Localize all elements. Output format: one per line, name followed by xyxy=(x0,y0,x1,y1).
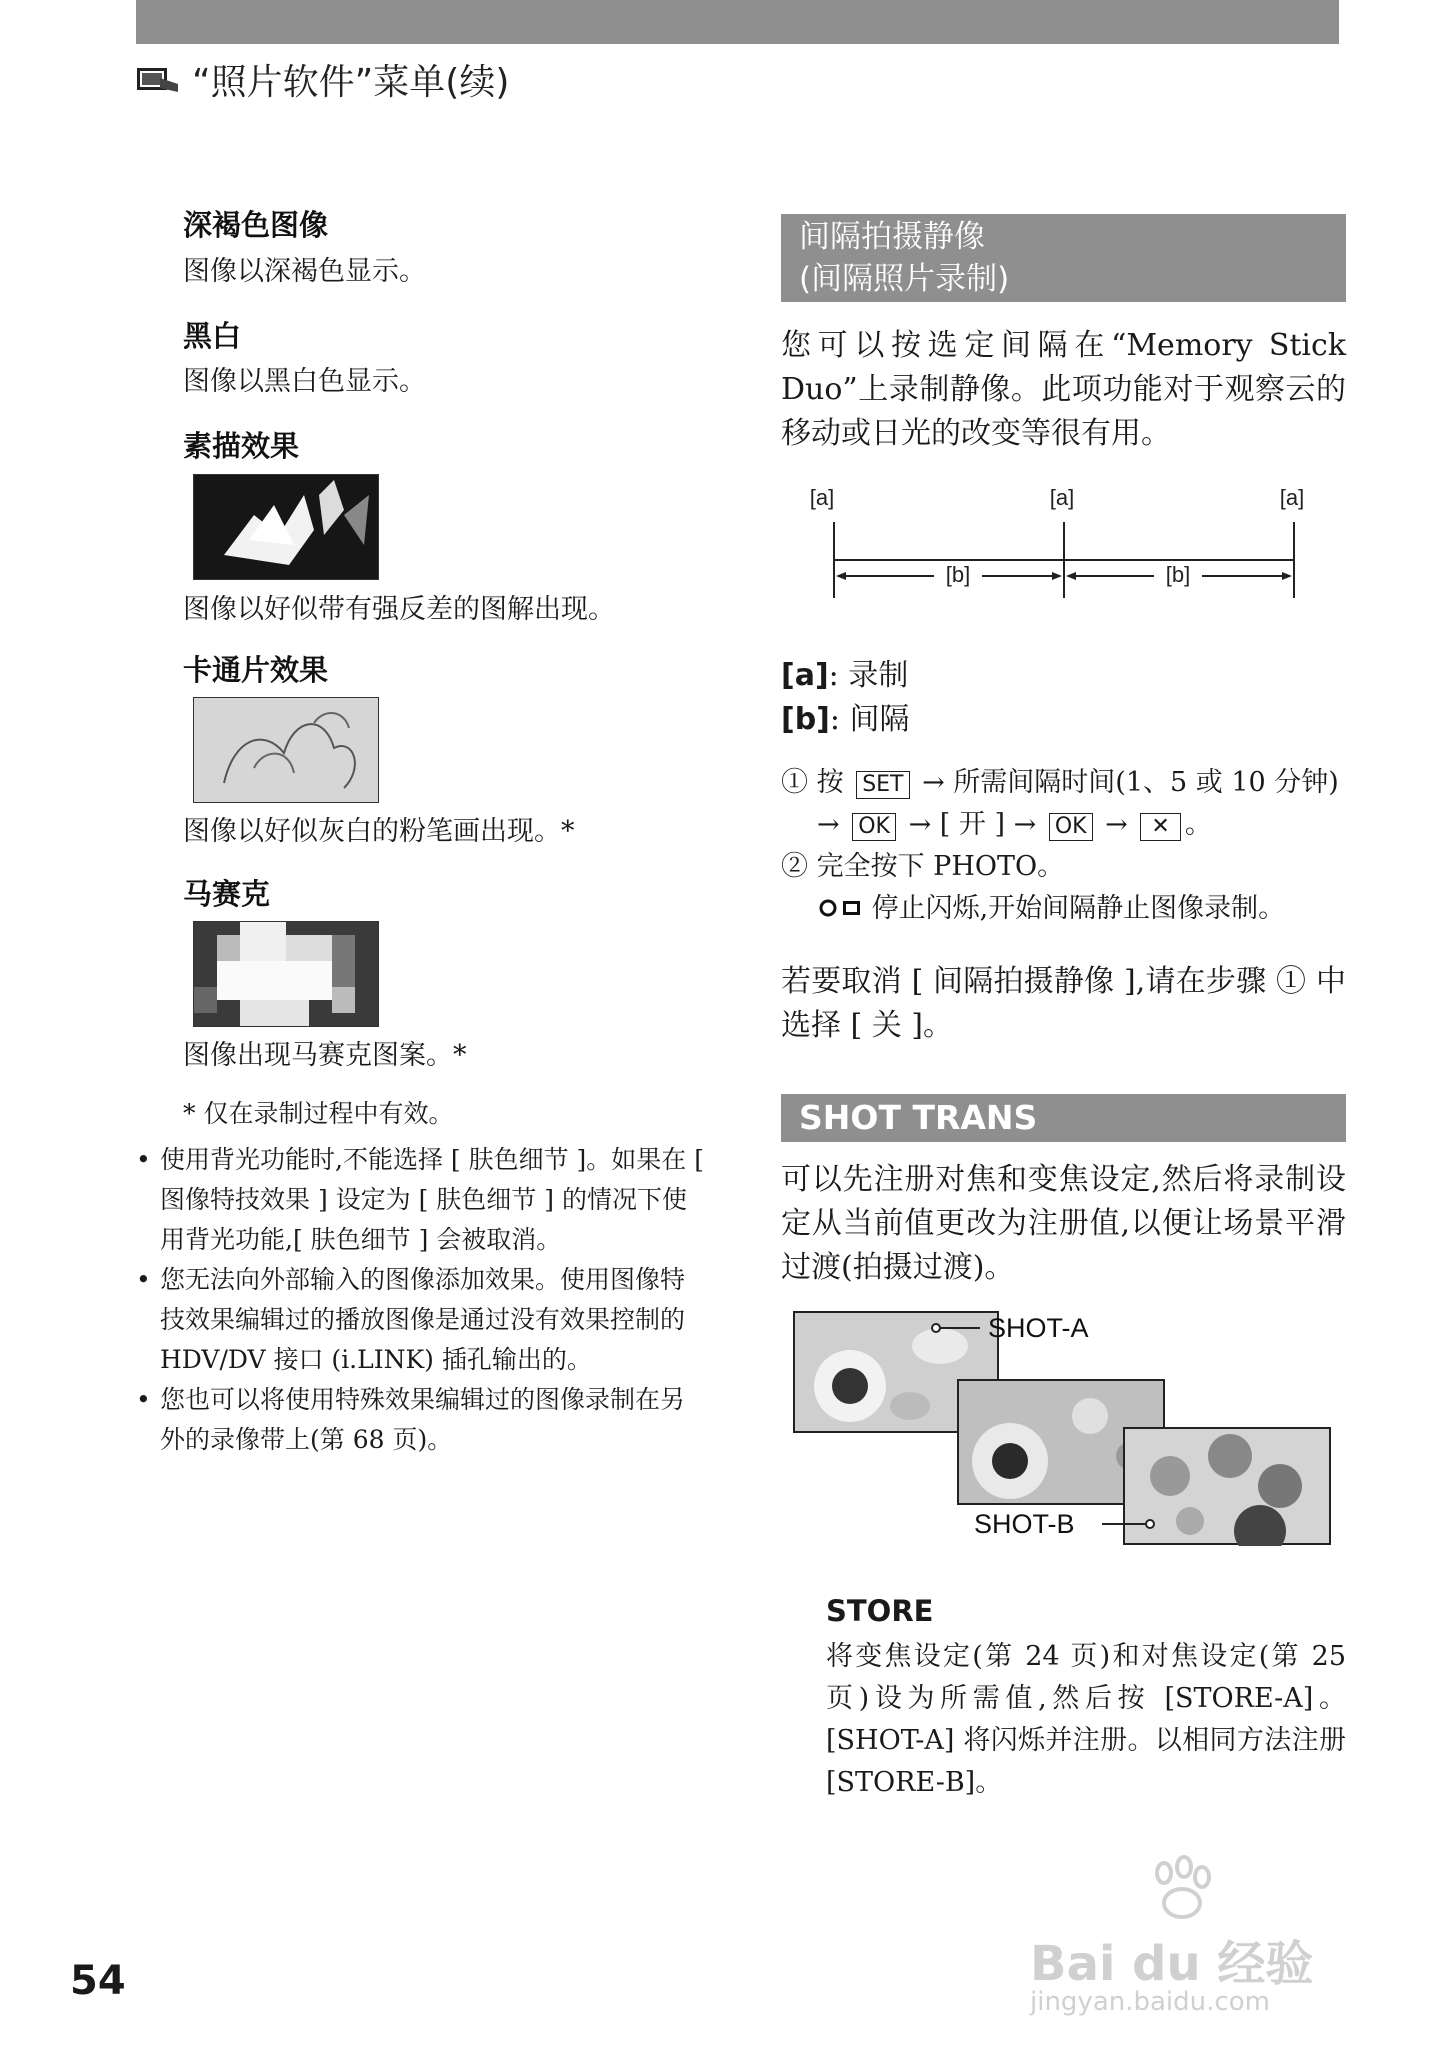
watermark-url: jingyan.baidu.com xyxy=(1030,1987,1270,2017)
section-desc-bw: 图像以黑白色显示。 xyxy=(183,366,426,397)
shot-trans-intro: 可以先注册对焦和变焦设定,然后将录制设定从当前值更改为注册值,以便让场景平滑过渡(拍摄过渡)。 xyxy=(781,1162,1346,1285)
legend xyxy=(781,654,910,742)
interval-intro: 您可以按选定间隔在“Memory Stick Duo”上录制静像。此项功能对于观察云的移动或日光的改变等很有用。 xyxy=(781,328,1346,451)
interval-diagram xyxy=(810,484,1330,604)
page-header xyxy=(136,54,509,104)
watermark-brand: Bai du 经验 xyxy=(1030,1936,1314,1992)
tape-icon xyxy=(136,64,180,94)
store-text: 将变焦设定(第 24 页)和对焦设定(第 25 页)设为所需值,然后按 [STORE-A]。[SHOT-A] 将闪烁并注册。以相同方法注册 [STORE-B]。 xyxy=(826,1641,1346,1798)
legend-b-key: [b] xyxy=(781,702,830,737)
step2-sub: 停止闪烁,开始间隔静止图像录制。 xyxy=(871,893,1286,924)
shot-trans-bar: SHOT TRANS xyxy=(781,1094,1346,1142)
diagram-label-b1: [b] xyxy=(945,562,971,587)
step2-number: ② xyxy=(781,851,808,882)
arrow-icon: → xyxy=(922,767,945,798)
shot-a-label: SHOT-A xyxy=(988,1313,1089,1343)
step1-text: 所需间隔时间(1、5 或 10 分钟) xyxy=(953,767,1339,798)
arrow-icon: → xyxy=(1013,809,1037,840)
diagram-label-a1: [a] xyxy=(810,485,835,510)
arrow-icon: → xyxy=(908,809,932,840)
list-item: • 使用背光功能时,不能选择 [ 肤色细节 ]。如果在 [ 图像特技效果 ] 设定为 [ 肤色细节 ] 的情况下使用背光功能,[ 肤色细节 ] 会被取消。 xyxy=(136,1140,706,1260)
footnote: * 仅在录制过程中有效。 xyxy=(183,1099,454,1128)
legend-a-value: : 录制 xyxy=(828,658,909,693)
set-key: SET xyxy=(856,771,909,799)
page-number: 54 xyxy=(70,1958,126,2004)
interval-record-icon xyxy=(817,896,863,920)
ok-key: OK xyxy=(852,813,896,841)
legend-b-value: : 间隔 xyxy=(829,702,910,737)
shot-trans-illustration xyxy=(790,1306,1340,1546)
section-desc-sepia: 图像以深褐色显示。 xyxy=(183,256,426,287)
notes-list xyxy=(136,1140,706,1460)
cartoon-thumbnail xyxy=(193,697,379,803)
step1-number: ① xyxy=(781,767,808,798)
list-item: • 您也可以将使用特殊效果编辑过的图像录制在另外的录像带上(第 68 页)。 xyxy=(136,1380,706,1460)
step1-on: [ 开 ] xyxy=(939,809,1006,840)
interval-subtitle: (间隔照片录制) xyxy=(799,261,1010,297)
shot-b-label: SHOT-B xyxy=(974,1509,1075,1539)
arrow-icon: → xyxy=(817,809,840,840)
interval-cancel: 若要取消 [ 间隔拍摄静像 ],请在步骤 ① 中选择 [ 关 ]。 xyxy=(781,964,1346,1043)
diagram-label-a2: [a] xyxy=(1049,485,1075,510)
mosaic-thumbnail xyxy=(193,921,379,1027)
page-title: “照片软件”菜单(续) xyxy=(192,61,510,103)
section-title-cartoon: 卡通片效果 xyxy=(183,653,329,687)
section-desc-sketch: 图像以好似带有强反差的图解出现。 xyxy=(183,594,615,625)
step1-end: 。 xyxy=(1184,809,1212,840)
arrow-icon: → xyxy=(1105,809,1128,840)
section-title-sepia: 深褐色图像 xyxy=(183,208,329,242)
section-title-bw: 黑白 xyxy=(183,319,242,353)
interval-title: 间隔拍摄静像 xyxy=(799,219,985,255)
step1-press: 按 xyxy=(816,767,844,798)
store-title: STORE xyxy=(826,1594,934,1628)
section-title-sketch: 素描效果 xyxy=(183,429,300,463)
interval-section-bar xyxy=(781,214,1346,302)
ok-key: OK xyxy=(1049,813,1093,841)
paw-icon xyxy=(1142,1855,1222,1925)
diagram-label-a3: [a] xyxy=(1279,485,1305,510)
header-bar xyxy=(136,0,1339,44)
step2-text: 完全按下 PHOTO。 xyxy=(816,851,1065,882)
interval-steps xyxy=(781,762,1346,930)
diagram-label-b2: [b] xyxy=(1165,562,1191,587)
section-desc-mosaic: 图像出现马赛克图案。* xyxy=(183,1040,467,1071)
close-key: ✕ xyxy=(1140,813,1180,841)
legend-a-key: [a] xyxy=(781,658,829,693)
section-title-mosaic: 马赛克 xyxy=(183,877,271,911)
sketch-thumbnail xyxy=(193,474,379,580)
list-item: • 您无法向外部输入的图像添加效果。使用图像特技效果编辑过的播放图像是通过没有效果控制的 HDV/DV 接口 (i.LINK) 插孔输出的。 xyxy=(136,1260,706,1380)
shot-b-image xyxy=(1124,1428,1330,1546)
section-desc-cartoon: 图像以好似灰白的粉笔画出现。* xyxy=(183,816,575,847)
